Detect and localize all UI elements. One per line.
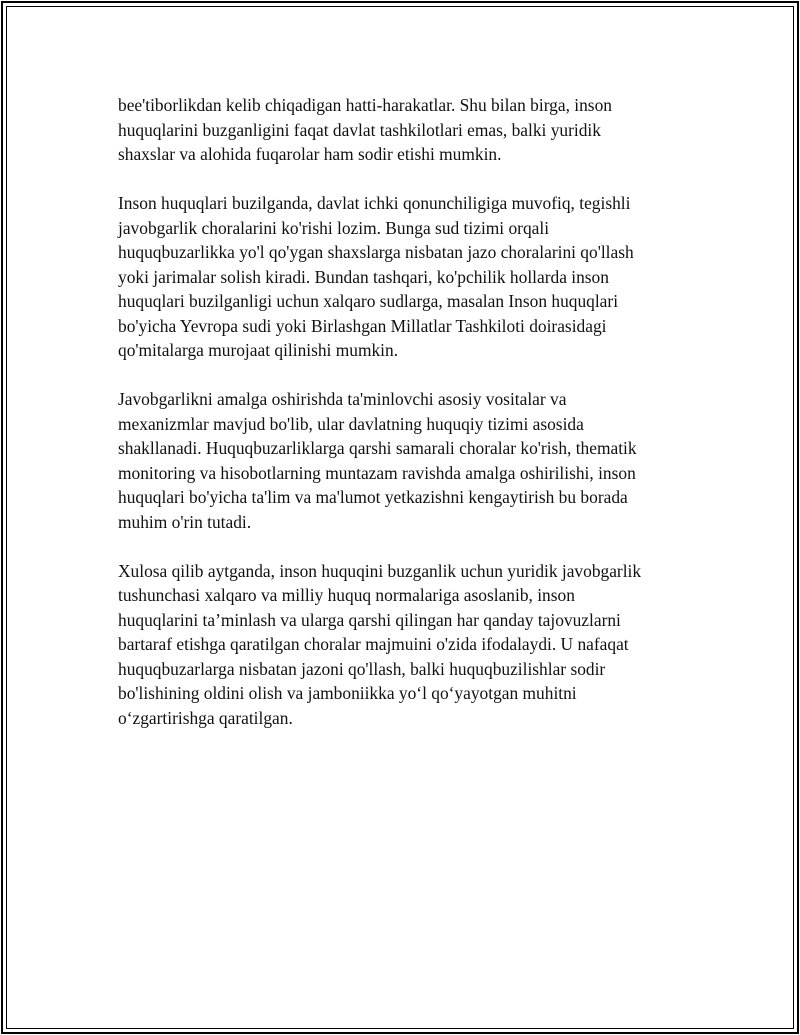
text-line: qo'mitalarga murojaat qilinishi mumkin.: [118, 340, 399, 360]
text-line: huquqlarini ta’minlash va ularga qarshi qilingan har qanday tajovuzlarni: [118, 609, 621, 630]
text-line: o‘zgartirishga qaratilgan.: [118, 707, 293, 728]
paragraph-2: [118, 191, 688, 363]
text-line: huquqlari bo'yicha ta'lim va ma'lumot yetkazishni kengaytirish bu borada: [118, 487, 628, 507]
text-line: bo'yicha Yevropa sudi yoki Birlashgan Millatlar Tashkiloti doirasidagi: [118, 315, 607, 336]
text-line: shaxslar va alohida fuqarolar ham sodir etishi mumkin.: [118, 144, 502, 164]
text-line: bartaraf etishga qaratilgan choralar majmuini o'zida ifodalaydi. U nafaqat: [118, 634, 629, 654]
paragraph-4: [118, 559, 688, 731]
text-line: yoki jarimalar solish kiradi. Bundan tashqari, ko'pchilik hollarda inson: [118, 266, 609, 287]
text-line: monitoring va hisobotlarning muntazam ravishda amalga oshirilishi, inson: [118, 462, 636, 483]
paragraph-3: [118, 387, 688, 534]
document-body: [118, 93, 688, 755]
text-line: huquqbuzarlikka yo'l qo'ygan shaxslarga nisbatan jazo choralarini qo'llash: [118, 242, 634, 262]
text-line: bee'tiborlikdan kelib chiqadigan hatti-harakatlar. Shu bilan birga, inson: [118, 95, 612, 115]
text-line: bo'lishining oldini olish va jamboniikka yo‘l qo‘yayotgan muhitni: [118, 683, 577, 703]
text-line: shakllanadi. Huquqbuzarliklarga qarshi samarali choralar ko'rish, thematik: [118, 438, 637, 458]
text-line: Javobgarlikni amalga oshirishda ta'minlovchi asosiy vositalar va: [118, 389, 567, 409]
text-line: huquqbuzarlarga nisbatan jazoni qo'llash, balki huquqbuzilishlar sodir: [118, 658, 606, 679]
paragraph-1: [118, 93, 688, 167]
text-line: muhim o'rin tutadi.: [118, 511, 252, 532]
text-line: javobgarlik choralarini ko'rishi lozim. Bunga sud tizimi orqali: [118, 217, 550, 238]
text-line: Xulosa qilib aytganda, inson huquqini buzganlik uchun yuridik javobgarlik: [118, 560, 642, 581]
text-line: tushunchasi xalqaro va milliy huquq normalariga asoslanib, inson: [118, 585, 575, 605]
text-line: huquqlari buzilganligi uchun xalqaro sudlarga, masalan Inson huquqlari: [118, 291, 619, 311]
text-line: huquqlarini buzganligini faqat davlat tashkilotlari emas, balki yuridik: [118, 119, 601, 140]
text-line: mexanizmlar mavjud bo'lib, ular davlatning huquqiy tizimi asosida: [118, 413, 584, 434]
text-line: Inson huquqlari buzilganda, davlat ichki qonunchiligiga muvofiq, tegishli: [118, 193, 631, 213]
